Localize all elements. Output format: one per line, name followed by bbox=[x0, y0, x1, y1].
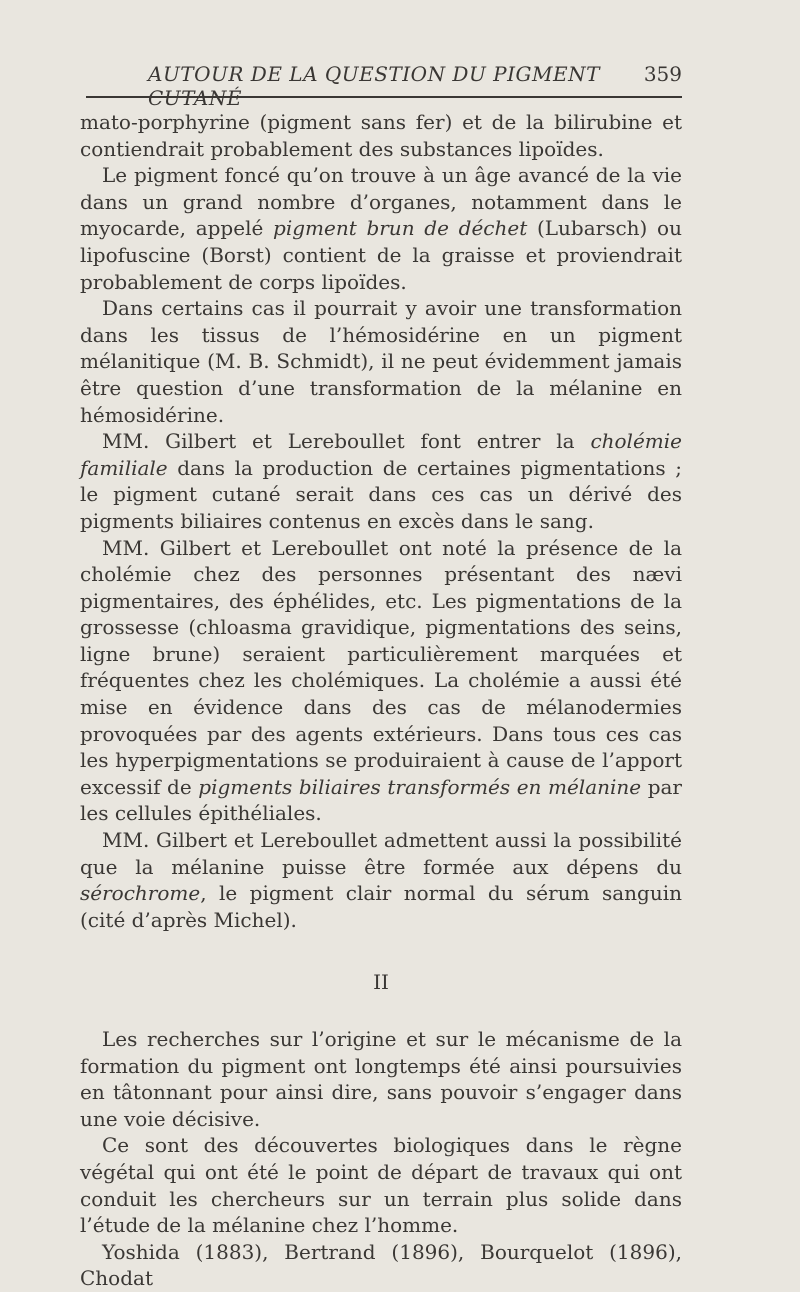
text-run: dans la production de certaines pigmentations ; le pigment cutané serait dans ces cas un dérivé des pigments biliaires contenus en excès dans le sang. bbox=[80, 455, 682, 533]
text-run: , le pigment clair normal du sérum sanguin (cité d’après Michel). bbox=[80, 881, 682, 932]
text-run: Le pigment foncé qu’on trouve à un âge avancé de la vie dans un grand nombre d’organes, notamment dans le myocarde, appelé bbox=[80, 163, 682, 241]
paragraph bbox=[80, 162, 682, 295]
text-run: MM. Gilbert et Lereboullet admettent aussi la possibilité que la mélanine puisse être formée aux dépens du bbox=[80, 828, 682, 879]
text-run: Ce sont des découvertes biologiques dans le règne végétal qui ont été le point de départ de travaux qui ont conduit les chercheurs sur un terrain plus solide dans l’étude de la mélanine chez l’homme. bbox=[80, 1133, 682, 1238]
paragraph bbox=[80, 1239, 682, 1292]
text-run: Dans certains cas il pourrait y avoir une transformation dans les tissus de l’hémosidérine en un pigment mélanitique (M. B. Schmidt), il ne peut évidemment jamais être question d’une transformation de la mélanine en hémosidérine. bbox=[80, 296, 682, 427]
body-text bbox=[80, 109, 682, 1292]
text-run: par les cellules épithéliales. bbox=[80, 774, 682, 826]
text-run: mato-porphyrine (pigment sans fer) et de la bilirubine et contiendrait probablement des substances lipoïdes. bbox=[80, 110, 682, 161]
paragraph bbox=[80, 1026, 682, 1132]
italic-text: pigment brun de déchet bbox=[273, 216, 528, 241]
paragraph bbox=[80, 827, 682, 933]
italic-text: pigments biliaires transformés en mélanine bbox=[198, 774, 642, 799]
text-run: (Lubarsch) ou lipofuscine (Borst) contient de la graisse et proviendrait probablement de corps lipoïdes. bbox=[80, 216, 682, 294]
text-run: Yoshida (1883), Bertrand (1896), Bourquelot (1896), Chodat bbox=[80, 1239, 682, 1291]
text-run: Les recherches sur l’origine et sur le mécanisme de la formation du pigment ont longtemps été ainsi poursuivies en tâtonnant pour ainsi dire, sans pouvoir s’engager dans une voie décisive. bbox=[80, 1027, 682, 1131]
italic-text: sérochrome bbox=[80, 881, 201, 906]
paragraph bbox=[80, 535, 682, 828]
italic-text: cholémie familiale bbox=[80, 429, 682, 480]
page-number: 359 bbox=[643, 62, 682, 86]
text-run: MM. Gilbert et Lereboullet ont noté la présence de la cholémie chez des personnes présentant des nævi pigmentaires, des éphélides, etc. Les pigmentations de la grossesse (chloasma gravidique, pigmentations des seins, ligne brune) seraient particulièrement marquées et fréquentes chez les cholémiques. La cholémie a aussi été mise en évidence dans des cas de mélanodermies provoquées par des agents extérieurs. Dans tous ces cas les hyperpigmentations se produiraient à cause de l’apport excessif de bbox=[80, 535, 682, 799]
paragraph bbox=[80, 109, 682, 162]
running-title: AUTOUR DE LA QUESTION DU PIGMENT CUTANÉ bbox=[148, 62, 600, 110]
paragraph bbox=[80, 295, 682, 428]
section-heading: II bbox=[373, 970, 389, 995]
text-run: MM. Gilbert et Lereboullet font entrer la bbox=[102, 429, 591, 454]
page-header bbox=[80, 60, 682, 110]
header-rule bbox=[86, 96, 682, 98]
paragraph bbox=[80, 428, 682, 534]
paragraph bbox=[80, 1132, 682, 1238]
